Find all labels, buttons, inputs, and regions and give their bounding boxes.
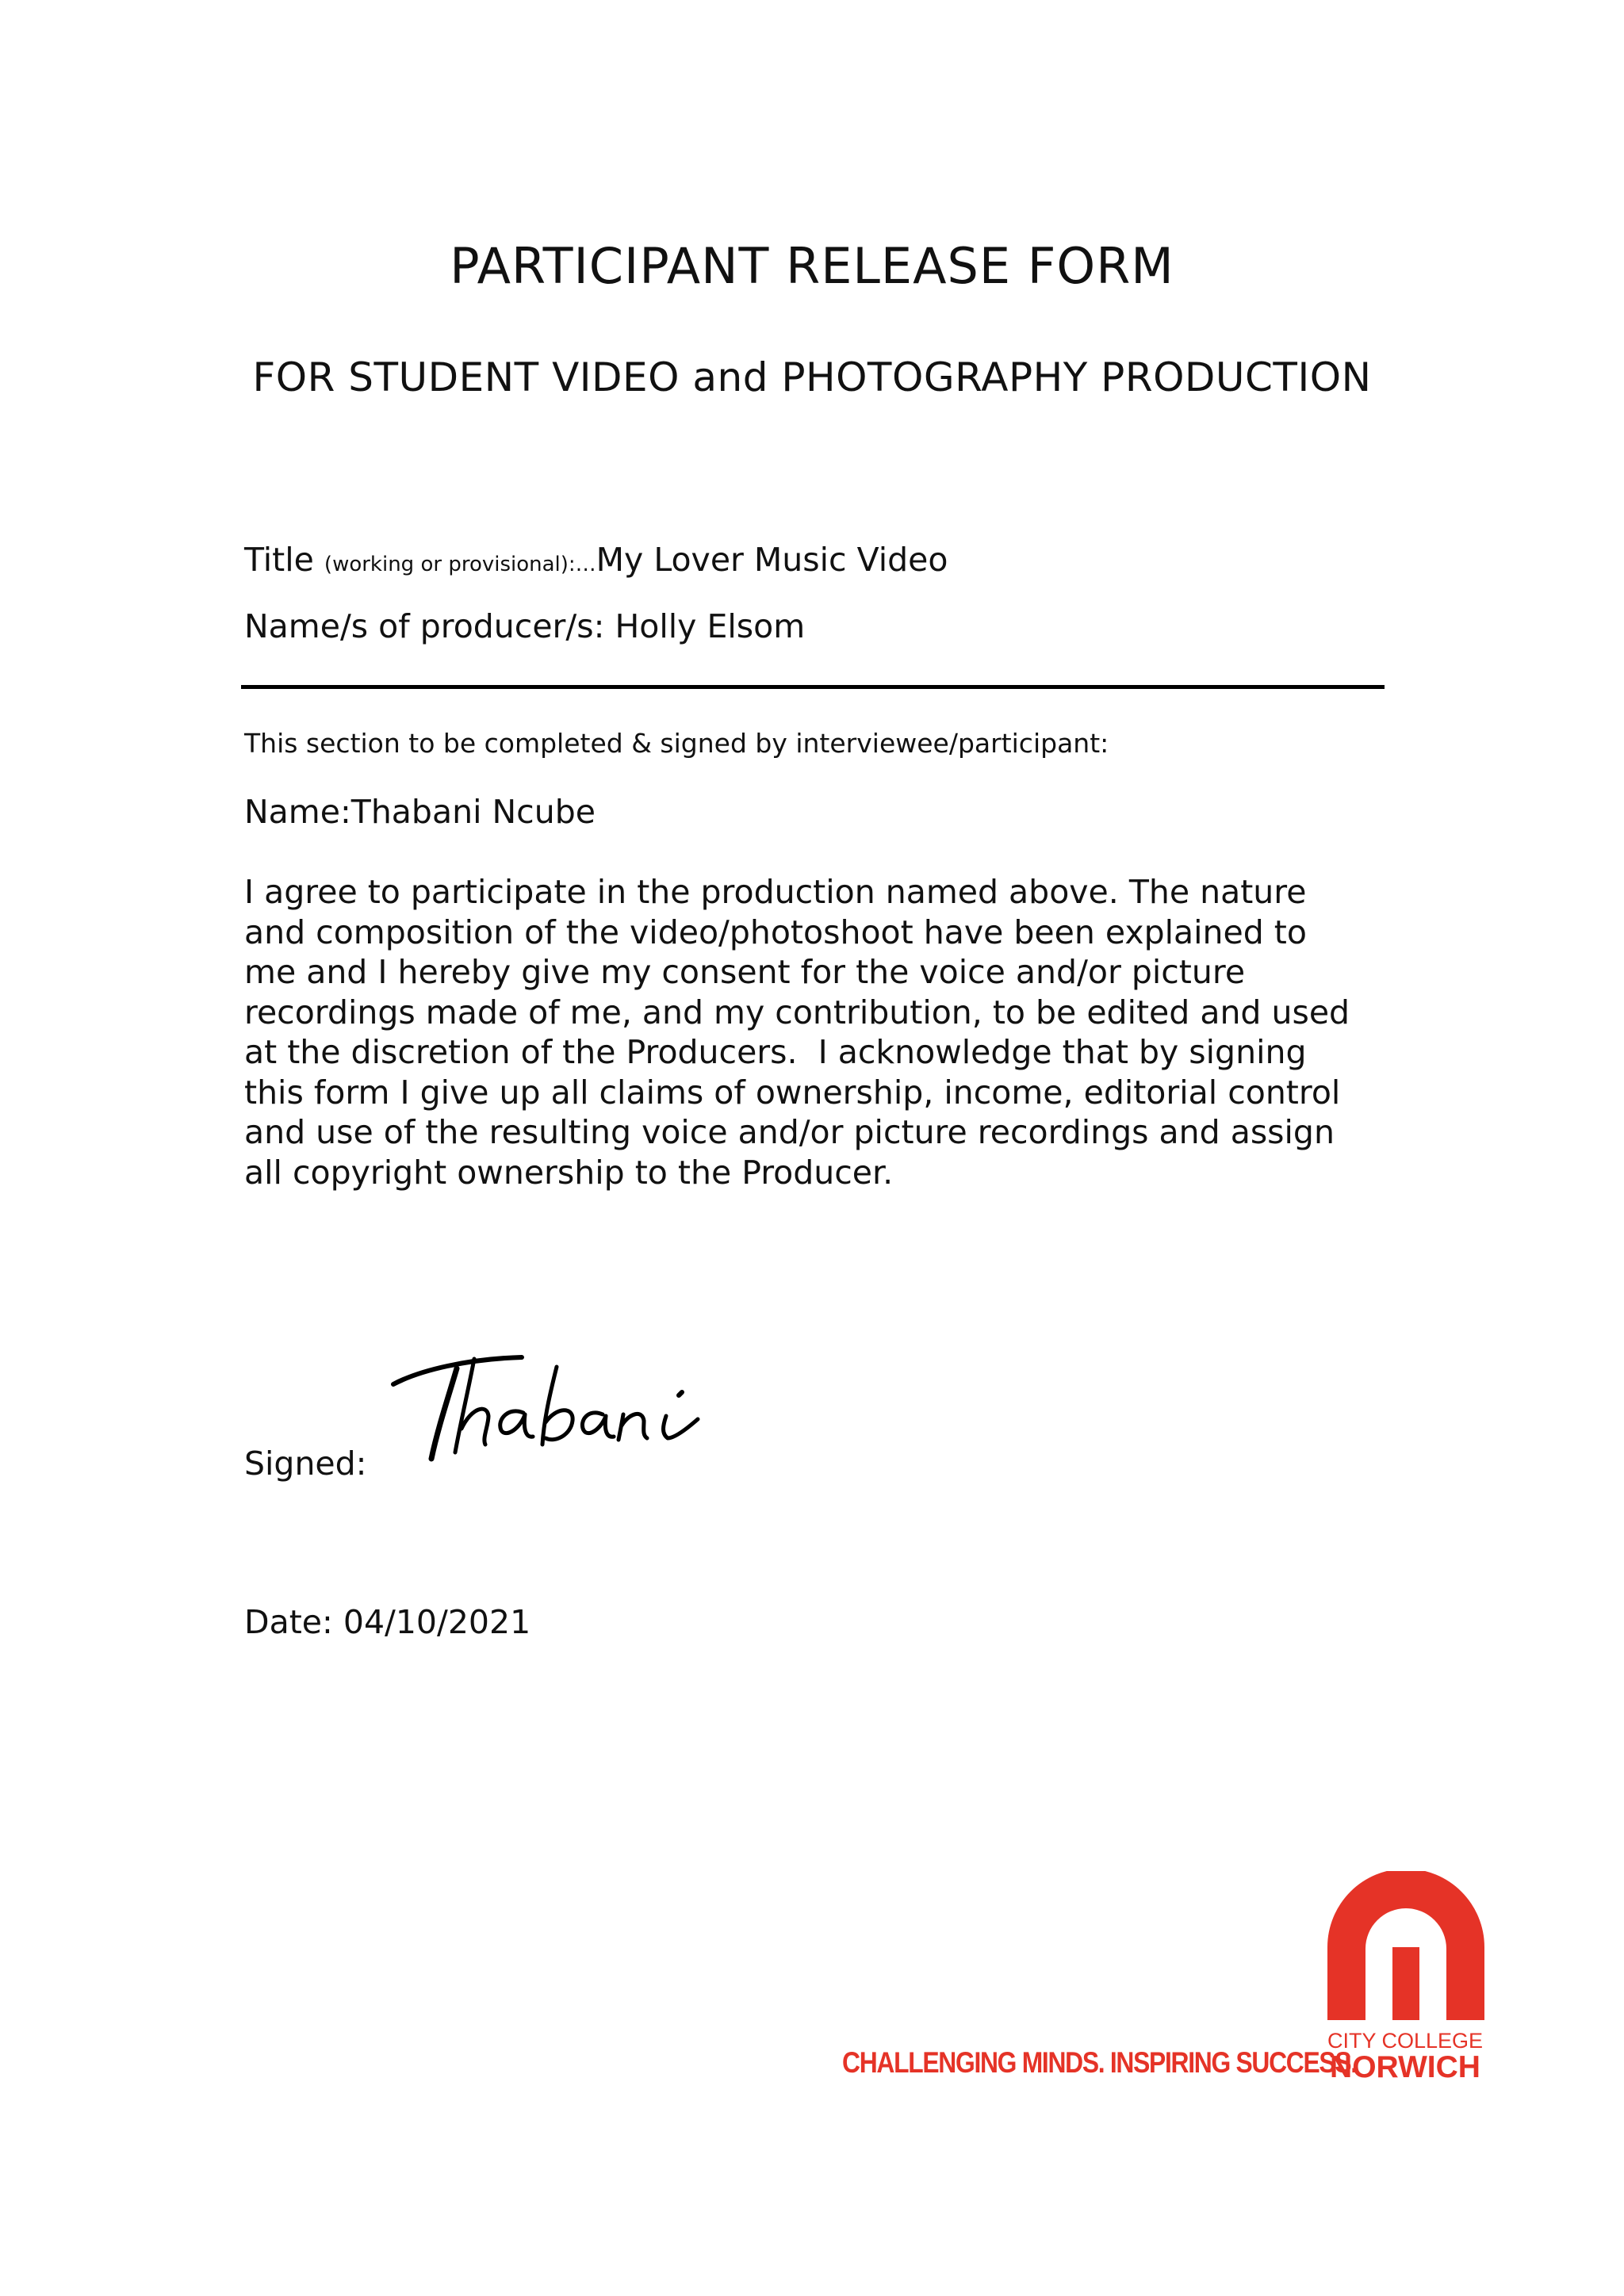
production-title-field bbox=[244, 539, 948, 585]
college-name-line1: CITY COLLEGE bbox=[1327, 2029, 1484, 2053]
section-divider bbox=[241, 685, 1385, 689]
section-instructions: This section to be completed & signed by interviewee/participant: bbox=[244, 728, 1109, 759]
name-label: Name: bbox=[244, 793, 351, 831]
title-note: (working or provisional):… bbox=[324, 553, 596, 576]
producer-field bbox=[244, 606, 805, 647]
college-logo-icon bbox=[1327, 1871, 1484, 2020]
page-subtitle: FOR STUDENT VIDEO and PHOTOGRAPHY PRODUCTION bbox=[252, 354, 1372, 400]
consent-statement: I agree to participate in the production named above. The nature and composition of the video/photoshoot have been explained to me and I hereby give my consent for the voice and/or picture recordings made of me, and my contribution, to be edited and used at the discretion of the Producers. I acknowledge that by signing this form I give up all claims of ownership, income, editorial control and use of the resulting voice and/or picture recordings and assign all copyright ownership to the Producer. bbox=[244, 873, 1350, 1192]
name-value: Thabani Ncube bbox=[350, 793, 596, 831]
signed-label: Signed: bbox=[244, 1445, 367, 1483]
date-label: Date: bbox=[244, 1603, 333, 1641]
date-value: 04/10/2021 bbox=[343, 1603, 531, 1641]
college-slogan: CHALLENGING MINDS. INSPIRING SUCCESS. bbox=[842, 2046, 1357, 2079]
page-title: PARTICIPANT RELEASE FORM bbox=[450, 237, 1174, 295]
producer-value: Holly Elsom bbox=[615, 607, 806, 645]
handwritten-signature bbox=[389, 1340, 753, 1475]
college-name-line2: NORWICH bbox=[1330, 2050, 1480, 2084]
title-value: My Lover Music Video bbox=[596, 541, 948, 579]
date-field bbox=[244, 1601, 530, 1643]
participant-name-field bbox=[244, 791, 596, 832]
producer-label: Name/s of producer/s: bbox=[244, 607, 605, 645]
title-label: Title bbox=[244, 541, 314, 579]
